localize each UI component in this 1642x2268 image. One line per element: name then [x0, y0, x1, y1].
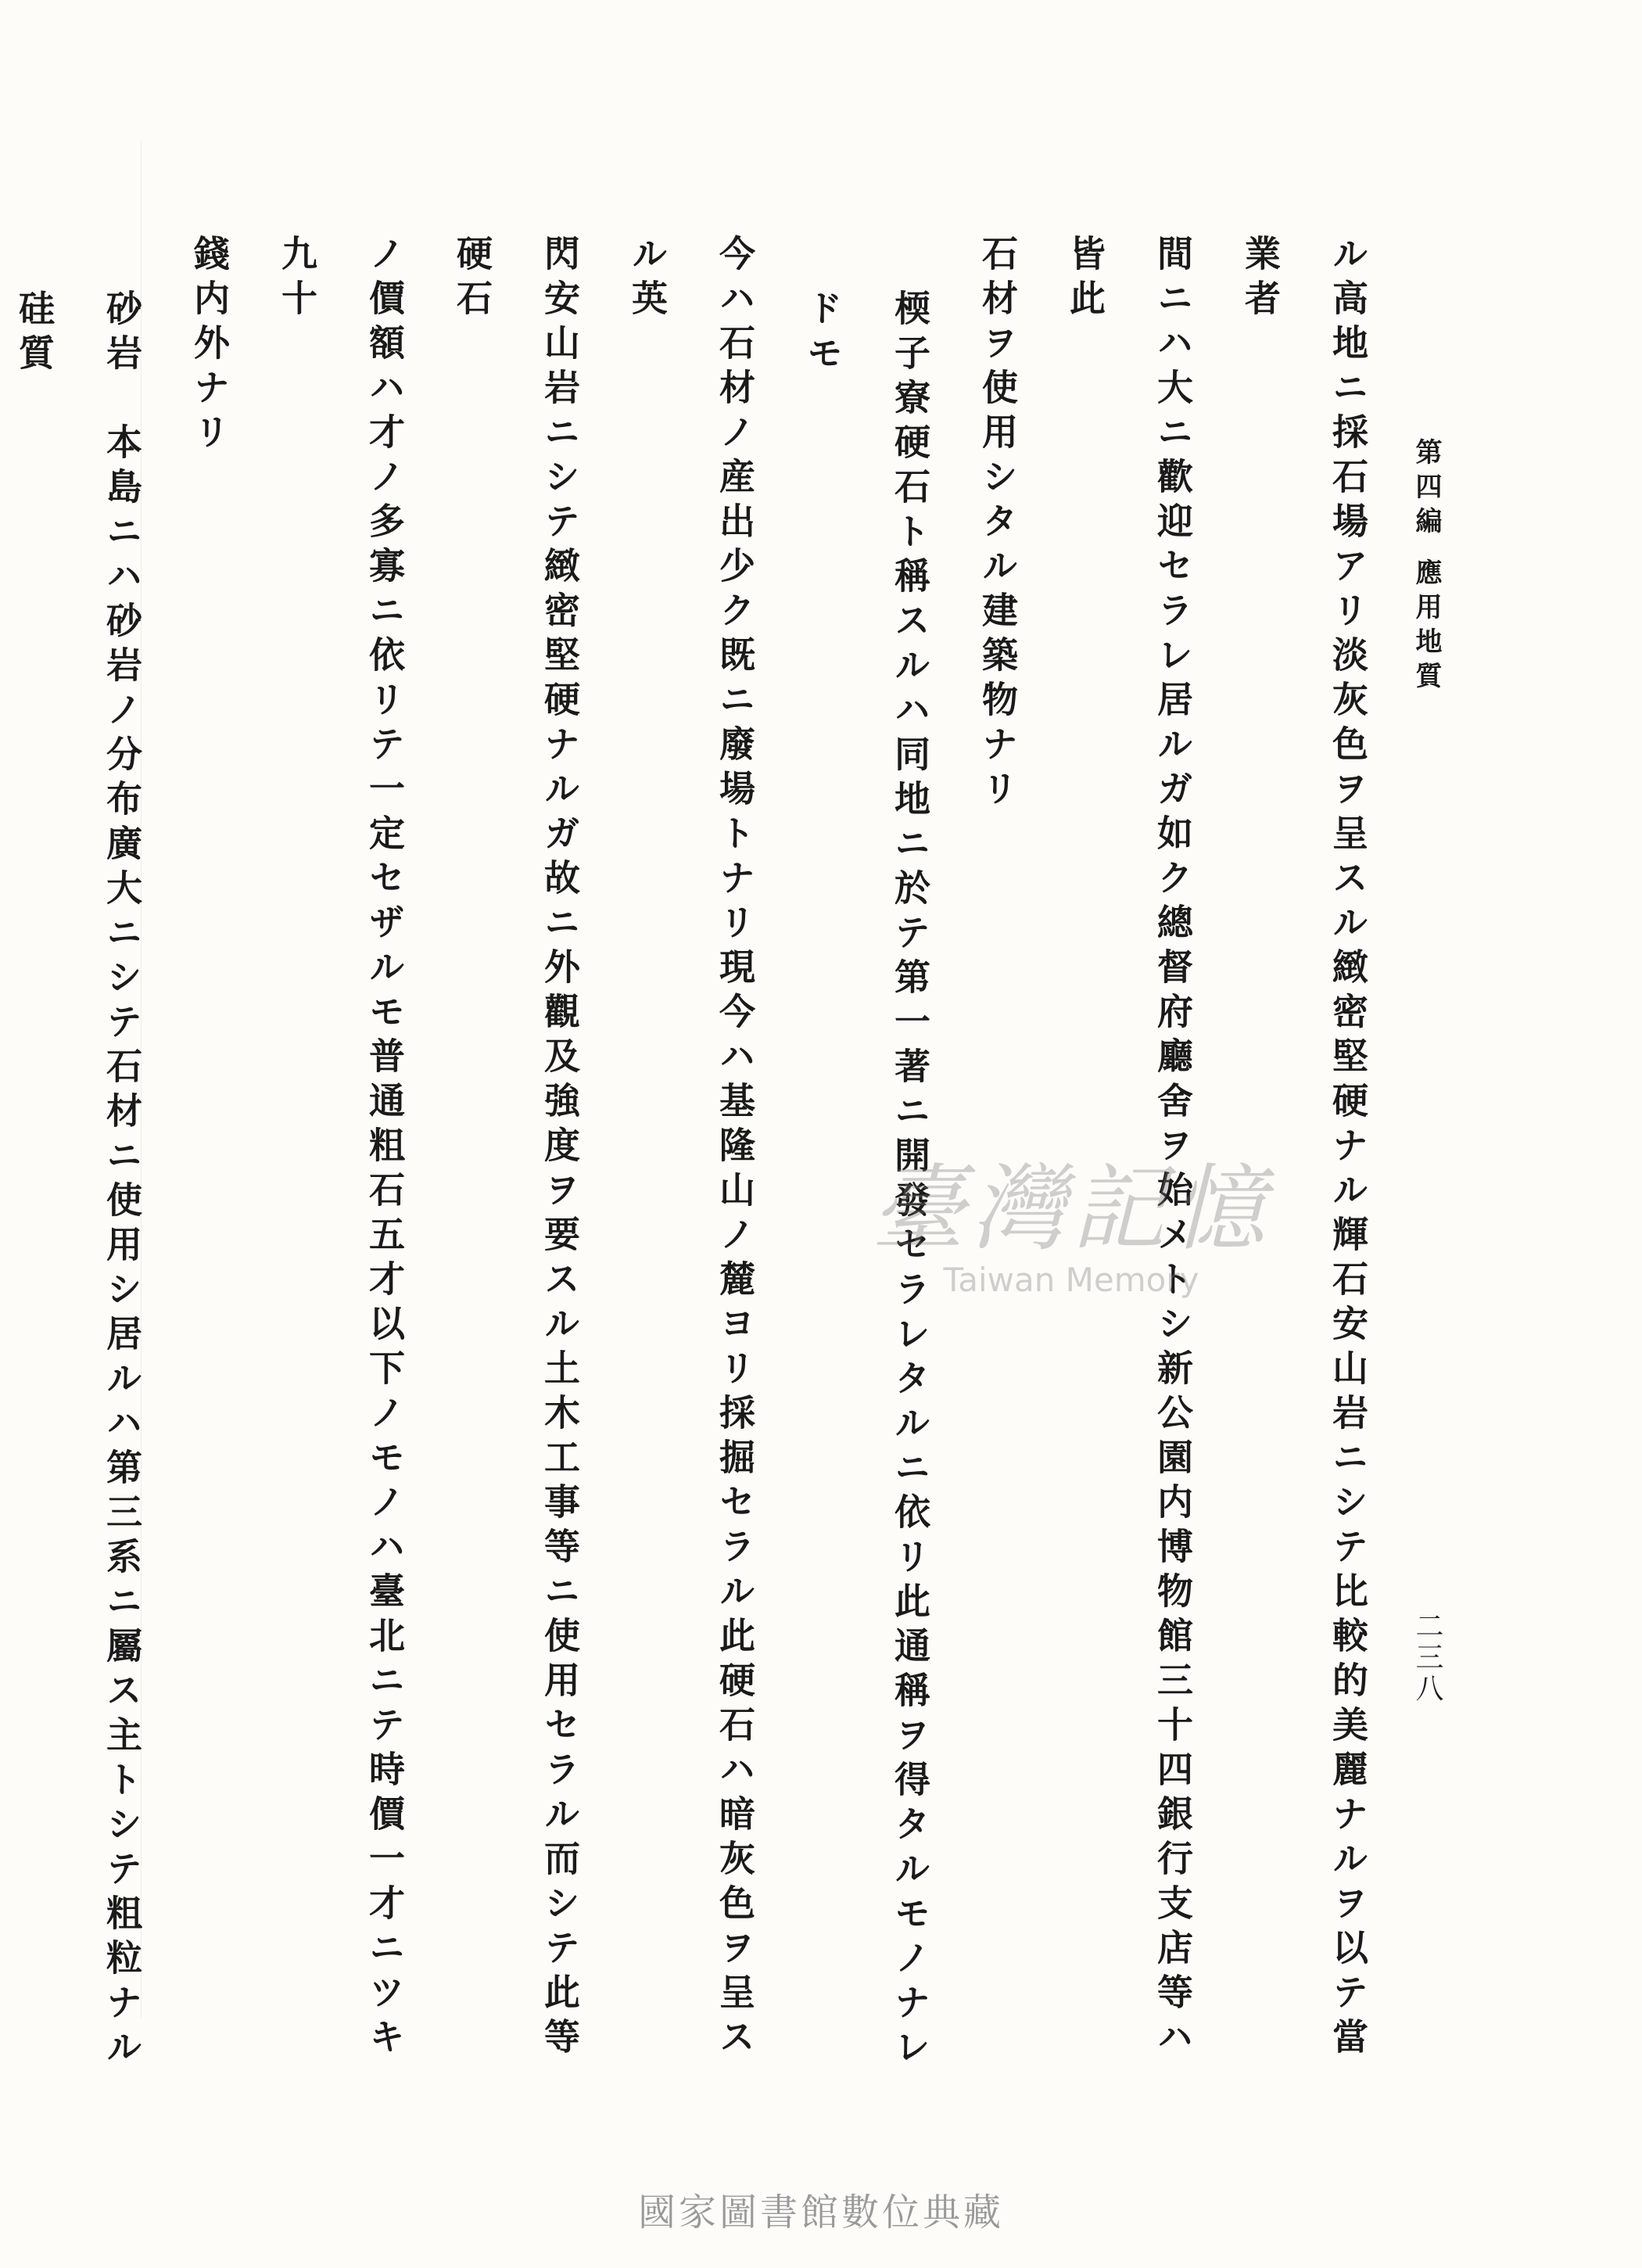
text-column: 砂岩 本島ニハ砂岩ノ分布廣大ニシテ石材ニ使用シ居ルハ第三系ニ屬ス主トシテ粗粒ナル硅質: [13, 289, 143, 2072]
watermark-english: Taiwan Memory: [943, 1261, 1199, 1299]
watermark: [844, 1134, 1298, 1299]
watermark-script: 臺灣記憶: [871, 1155, 1271, 1264]
text-column: 今ハ石材ノ産出少ク既ニ廢場トナリ現今ハ基隆山ノ麓ヨリ採掘セラル此硬石ハ暗灰色ヲ呈スル英: [626, 235, 756, 2062]
footer-credit: 國家圖書館數位典藏: [637, 2191, 1004, 2234]
text-column: ノ價額ハ才ノ多寡ニ依リテ一定セザルモ普通粗石五才以下ノモノハ臺北ニテ時價一才ニツキ九十: [276, 235, 406, 2062]
running-header: 第四編 應用地質: [1411, 438, 1442, 696]
text-column: 錢内外ナリ: [188, 235, 231, 458]
text-column: ル高地ニ採石場アリ淡灰色ヲ呈スル緻密堅硬ナル輝石安山岩ニシテ比較的美麗ナルヲ以テ當業者: [1239, 235, 1369, 2062]
text-column: 閃安山岩ニシテ緻密堅硬ナルガ故ニ外觀及強度ヲ要スル土木工事等ニ使用セラル而シテ此等硬石: [451, 235, 581, 2062]
text-column: 石材ヲ使用シタル建築物ナリ: [977, 235, 1019, 814]
text-column: 間ニハ大ニ歡迎セラレ居ルガ如ク總督府廳舍ヲ始メトシ新公園内博物館三十四銀行支店等ハ皆此: [1064, 235, 1194, 2062]
page-number: 二三八: [1411, 1611, 1443, 1705]
text-column: 㮕子寮硬石ト稱スルハ同地ニ於テ第一著ニ開發セラレタルニ依リ此通稱ヲ得タルモノナレドモ: [801, 289, 931, 2072]
